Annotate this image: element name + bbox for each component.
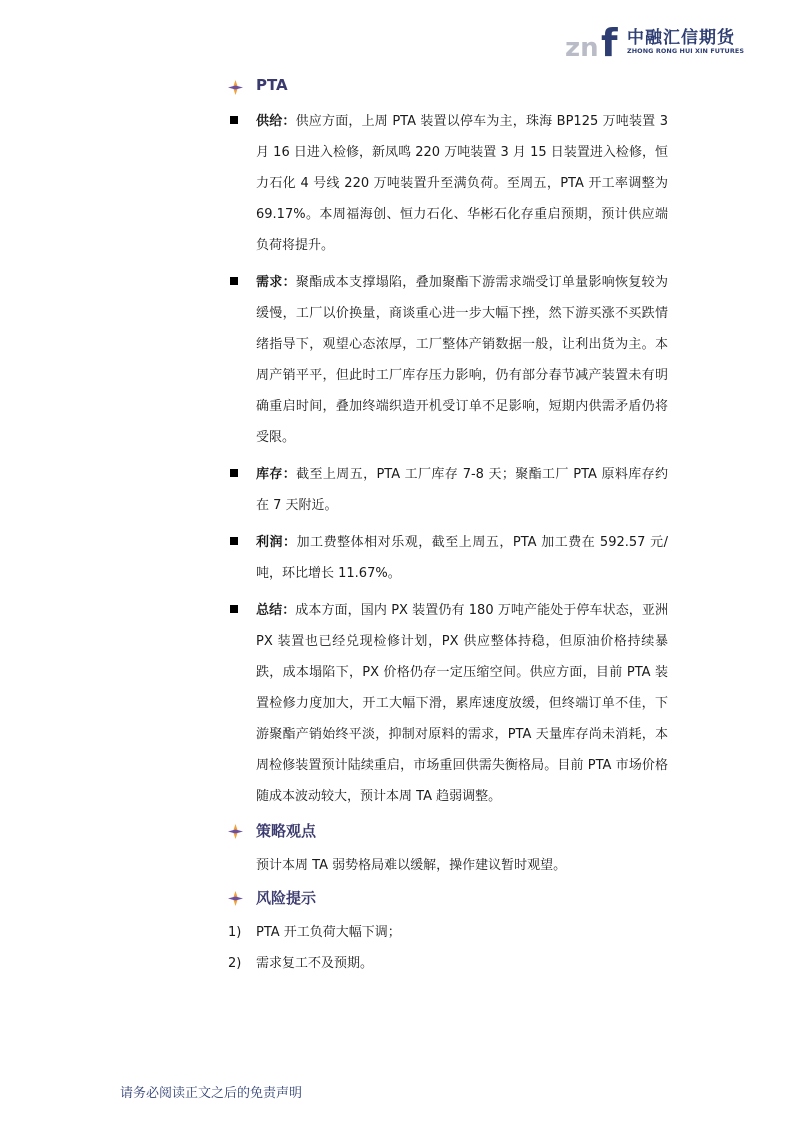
square-bullet-icon: [230, 605, 238, 613]
section-header-pta: [228, 74, 668, 102]
risk-item-text: PTA 开工负荷大幅下调；: [256, 925, 401, 940]
svg-text:zn: zn: [565, 33, 599, 62]
item-label: 需求：: [256, 275, 296, 290]
logo-english-name: ZHONG RONG HUI XIN FUTURES: [627, 47, 745, 55]
list-item-supply: [228, 106, 668, 261]
item-text: 截至上周五，PTA 工厂库存 7-8 天；聚酯工厂 PTA 原料库存约在 7 天附近。: [256, 467, 668, 513]
item-label: 供给：: [256, 114, 296, 129]
znf-logo-icon: [565, 22, 623, 62]
disclaimer-footer: 请务必阅读正文之后的免责声明: [120, 1086, 303, 1101]
list-item-profit: [228, 527, 668, 589]
section-title: PTA: [256, 76, 288, 94]
section-title: 策略观点: [256, 822, 317, 840]
diamond-bullet-icon: [228, 80, 243, 95]
item-text: 成本方面，国内 PX 装置仍有 180 万吨产能处于停车状态，亚洲 PX 装置也已经兑现检修计划，PX 供应整体持稳，但原油价格持续暴跌，成本塌陷下，PX 价格仍存一定压缩空间。供应方面，目前 PTA 装置检修力度加大，开工大幅下滑，累库速度放缓，但终端订单不佳，下游聚酯产销始终平淡，抑制对原料的需求，PTA 天量库存尚未消耗，本周检修装置预计陆续重启，市场重回供需失衡格局。目前 PTA 市场价格随成本波动较大，预计本周 TA 趋弱调整。: [256, 603, 668, 804]
square-bullet-icon: [230, 537, 238, 545]
company-logo: [565, 18, 745, 66]
svg-text:f: f: [601, 22, 618, 62]
list-item-inventory: [228, 459, 668, 521]
report-body: [228, 74, 668, 979]
risk-item-text: 需求复工不及预期。: [256, 956, 374, 971]
square-bullet-icon: [230, 116, 238, 124]
list-item-summary: [228, 595, 668, 812]
item-text: 加工费整体相对乐观，截至上周五，PTA 加工费在 592.57 元/吨，环比增长 11.67%。: [256, 535, 668, 581]
item-label: 库存：: [256, 467, 297, 482]
section-title: 风险提示: [256, 889, 317, 907]
square-bullet-icon: [230, 277, 238, 285]
item-text: 供应方面，上周 PTA 装置以停车为主，珠海 BP125 万吨装置 3 月 16 日进入检修，新凤鸣 220 万吨装置 3 月 15 日装置进入检修，恒力石化 4 号线 220 万吨装置升至满负荷。至周五，PTA 开工率调整为 69.17%。本周福海创、恒力石化、华彬石化存重启预期，预计供应端负荷将提升。: [256, 114, 668, 253]
list-item-demand: [228, 267, 668, 453]
risk-item-number: 1): [228, 925, 242, 940]
risk-item: [228, 948, 668, 979]
section-header-strategy: [228, 818, 668, 846]
square-bullet-icon: [230, 469, 238, 477]
section-header-risk: [228, 885, 668, 913]
strategy-text: 预计本周 TA 弱势格局难以缓解，操作建议暂时观望。: [256, 858, 567, 873]
logo-chinese-name: 中融汇信期货: [627, 28, 735, 48]
item-label: 利润：: [256, 535, 297, 550]
diamond-bullet-icon: [228, 891, 243, 906]
risk-item-number: 2): [228, 956, 242, 971]
diamond-bullet-icon: [228, 824, 243, 839]
item-text: 聚酯成本支撑塌陷，叠加聚酯下游需求端受订单量影响恢复较为缓慢，工厂以价换量，商谈重心进一步大幅下挫，然下游买涨不买跌情绪指导下，观望心态浓厚，工厂整体产销数据一般，让利出货为主。本周产销平平，但此时工厂库存压力影响，仍有部分春节减产装置未有明确重启时间，叠加终端织造开机受订单不足影响，短期内供需矛盾仍将受限。: [256, 275, 668, 445]
item-label: 总结：: [256, 603, 296, 618]
risk-item: [228, 917, 668, 948]
